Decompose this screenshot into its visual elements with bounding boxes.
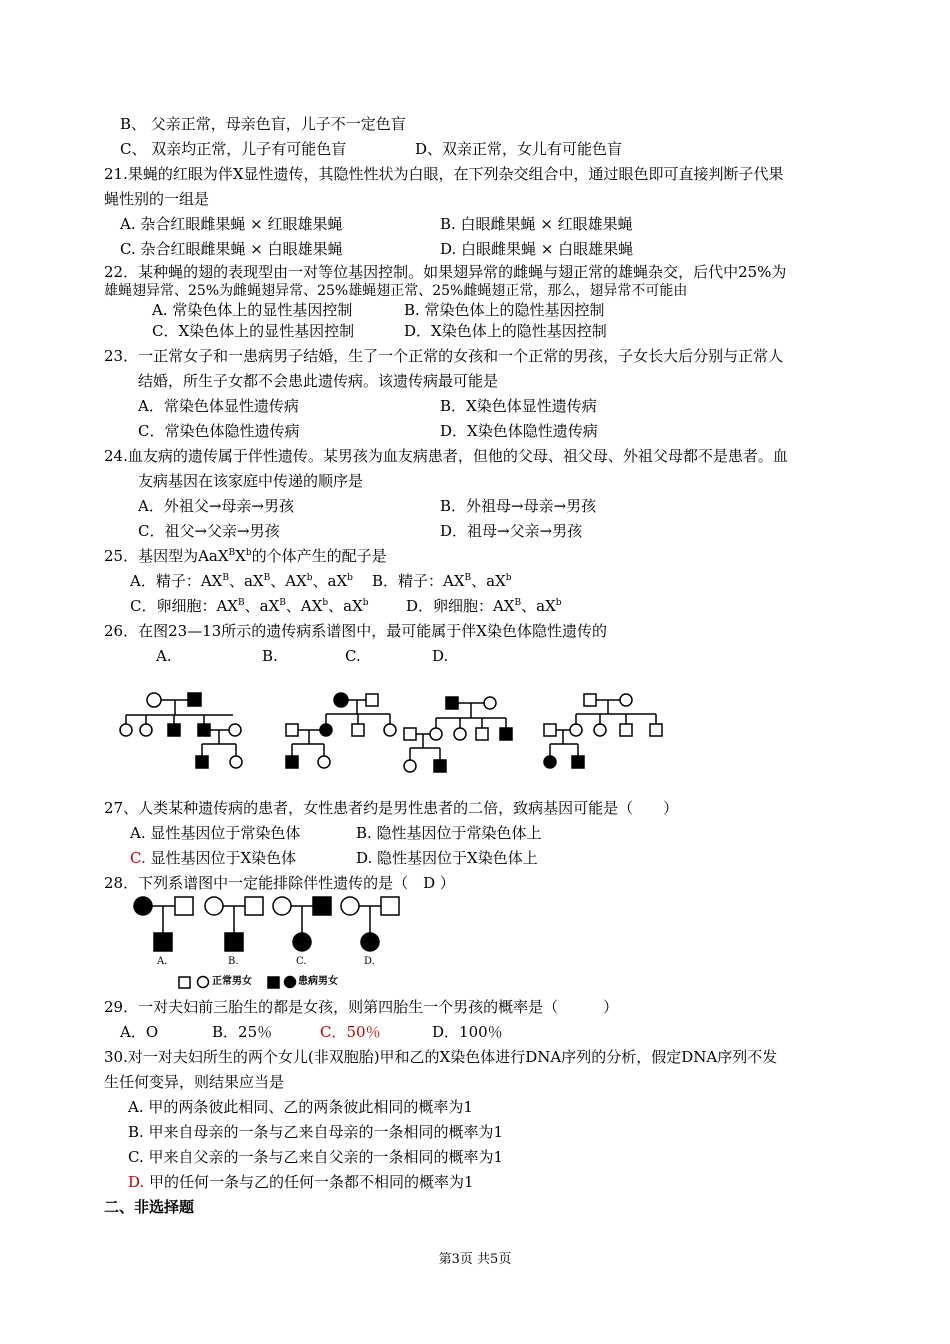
q25-stem: 25．基因型为$AaX^BX^b$的个体产生的配子是 [104, 547, 387, 565]
page-footer: 第3页 共5页 [438, 1252, 512, 1267]
q23-option-b: B．X染色体显性遗传病 [440, 397, 597, 415]
q26-label-d: D. [432, 647, 449, 665]
q27-answer-marker: C. [130, 849, 146, 867]
q23-option-d: D．X染色体隐性遗传病 [440, 422, 598, 440]
q29-stem: 29．一对夫妇前三胎生的都是女孩，则第四胎生一个男孩的概率是（ ） [104, 998, 619, 1016]
q25-option-d: D．卵细胞：$AX^B$、$aX^b$ [406, 597, 562, 615]
q29-option-c: C．50％ [320, 1023, 381, 1041]
q21-option-b: B. 白眼雌果蝇 × 红眼雄果蝇 [440, 215, 633, 233]
q28-label-d: D. [364, 956, 375, 967]
q27-option-a: A. 显性基因位于常染色体 [130, 824, 301, 842]
q22-stem-line2: 雄蝇翅异常、25%为雌蝇翅异常、25%雄蝇翅正常、25%雌蝇翅正常，那么，翅异常不可能由 [104, 283, 688, 299]
q30-answer-marker: D. [128, 1173, 145, 1191]
q22-stem-line1: 22．某种蝇的翅的表现型由一对等位基因控制。如果翅异常的雌蝇与翅正常的雄蝇杂交，后代中25%为 [104, 263, 787, 281]
q26-label-b: B. [262, 647, 278, 665]
section-heading: 二、非选择题 [104, 1198, 195, 1216]
q27-option-c: C. 显性基因位于X染色体 [130, 849, 297, 867]
q29-option-d: D．100％ [432, 1023, 503, 1041]
q30-option-c: C. 甲来自父亲的一条与乙来自父亲的一条相同的概率为1 [128, 1148, 504, 1166]
q28-label-a: A. [157, 956, 168, 967]
q21-stem-line1: 21.果蝇的红眼为伴X显性遗传，其隐性性状为白眼，在下列杂交组合中，通过眼色即可直接判断子代果 [104, 165, 784, 183]
q20-option-b: B、 父亲正常，母亲色盲，儿子不一定色盲 [120, 115, 406, 133]
q25-option-b: B．精子：$AX^B$、$aX^b$ [372, 572, 512, 590]
q29-option-a: A．O [120, 1023, 159, 1041]
q20-option-c: C、 双亲均正常，儿子有可能色盲 [120, 140, 347, 158]
q20-option-d: D、双亲正常，女儿有可能色盲 [415, 140, 623, 158]
q28-stem: 28．下列系谱图中一定能排除伴性遗传的是（ D ） [104, 874, 455, 892]
q21-option-c: C. 杂合红眼雌果蝇 × 白眼雄果蝇 [120, 240, 343, 258]
pedigree-c [404, 697, 512, 772]
q30-stem-line1: 30.对一对夫妇所生的两个女儿(非双胞胎)甲和乙的X染色体进行DNA序列的分析，假定DNA序列不发 [104, 1048, 778, 1066]
q24-stem-line2: 友病基因在该家庭中传递的顺序是 [138, 472, 364, 490]
q26-label-c: C. [345, 647, 361, 665]
q28-pedigree-figure [130, 896, 415, 992]
q24-option-c: C．祖父→父亲→男孩 [138, 522, 280, 540]
q30-stem-line2: 生任何变异，则结果应当是 [104, 1073, 285, 1091]
q23-stem-line2: 结婚，所生子女都不会患此遗传病。该遗传病最可能是 [138, 372, 499, 390]
q23-stem-line1: 23．一正常女子和一患病男子结婚，生了一个正常的女孩和一个正常的男孩，子女长大后分别与正常人 [104, 347, 784, 365]
q23-option-c: C．常染色体隐性遗传病 [138, 422, 300, 440]
pedigree-d [544, 694, 662, 768]
q28-label-c: C. [296, 956, 307, 967]
q22-option-b: B. 常染色体上的隐性基因控制 [404, 301, 605, 319]
q25-option-c: C．卵细胞：$AX^B$、$aX^B$、$AX^b$、$aX^b$ [130, 597, 369, 615]
q24-option-b: B．外祖母→母亲→男孩 [440, 497, 597, 515]
q21-option-d: D. 白眼雌果蝇 × 白眼雄果蝇 [440, 240, 634, 258]
q22-option-d: D．X染色体上的隐性基因控制 [404, 322, 607, 340]
q28-legend-affected: 患病男女 [298, 976, 338, 987]
pedigree-b [286, 693, 396, 768]
q22-option-a: A. 常染色体上的显性基因控制 [152, 301, 353, 319]
q30-option-d: D. 甲的任何一条与乙的任何一条都不相同的概率为1 [128, 1173, 474, 1191]
q30-option-b: B. 甲来自母亲的一条与乙来自母亲的一条相同的概率为1 [128, 1123, 504, 1141]
q27-option-d: D. 隐性基因位于X染色体上 [356, 849, 538, 867]
q28-legend-normal: 正常男女 [212, 976, 252, 987]
q26-pedigree-figure [108, 680, 668, 784]
q30-option-a: A. 甲的两条彼此相同、乙的两条彼此相同的概率为1 [128, 1098, 473, 1116]
q28-label-b: B. [228, 956, 239, 967]
q23-option-a: A．常染色体显性遗传病 [138, 397, 299, 415]
q26-stem: 26．在图23—13所示的遗传病系谱图中，最可能属于伴X染色体隐性遗传的 [104, 622, 607, 640]
q21-stem-line2: 蝇性别的一组是 [104, 190, 210, 208]
q27-stem: 27、人类某种遗传病的患者，女性患者约是男性患者的二倍，致病基因可能是（ ） [104, 799, 679, 817]
q29-option-b: B．25％ [212, 1023, 273, 1041]
q24-option-d: D．祖母→父亲→男孩 [440, 522, 583, 540]
pedigree-a [120, 693, 242, 768]
q21-option-a: A. 杂合红眼雌果蝇 × 红眼雄果蝇 [120, 215, 343, 233]
q24-option-a: A．外祖父→母亲→男孩 [138, 497, 294, 515]
q22-option-c: C．X染色体上的显性基因控制 [152, 322, 355, 340]
q26-label-a: A. [156, 647, 172, 665]
q24-stem-line1: 24.血友病的遗传属于伴性遗传。某男孩为血友病患者，但他的父母、祖父母、外祖父母都不是患者。血 [104, 447, 788, 465]
q25-option-a: A．精子：$AX^B$、$aX^B$、$AX^b$、$aX^b$ [130, 572, 353, 590]
q27-option-b: B. 隐性基因位于常染色体上 [356, 824, 542, 842]
